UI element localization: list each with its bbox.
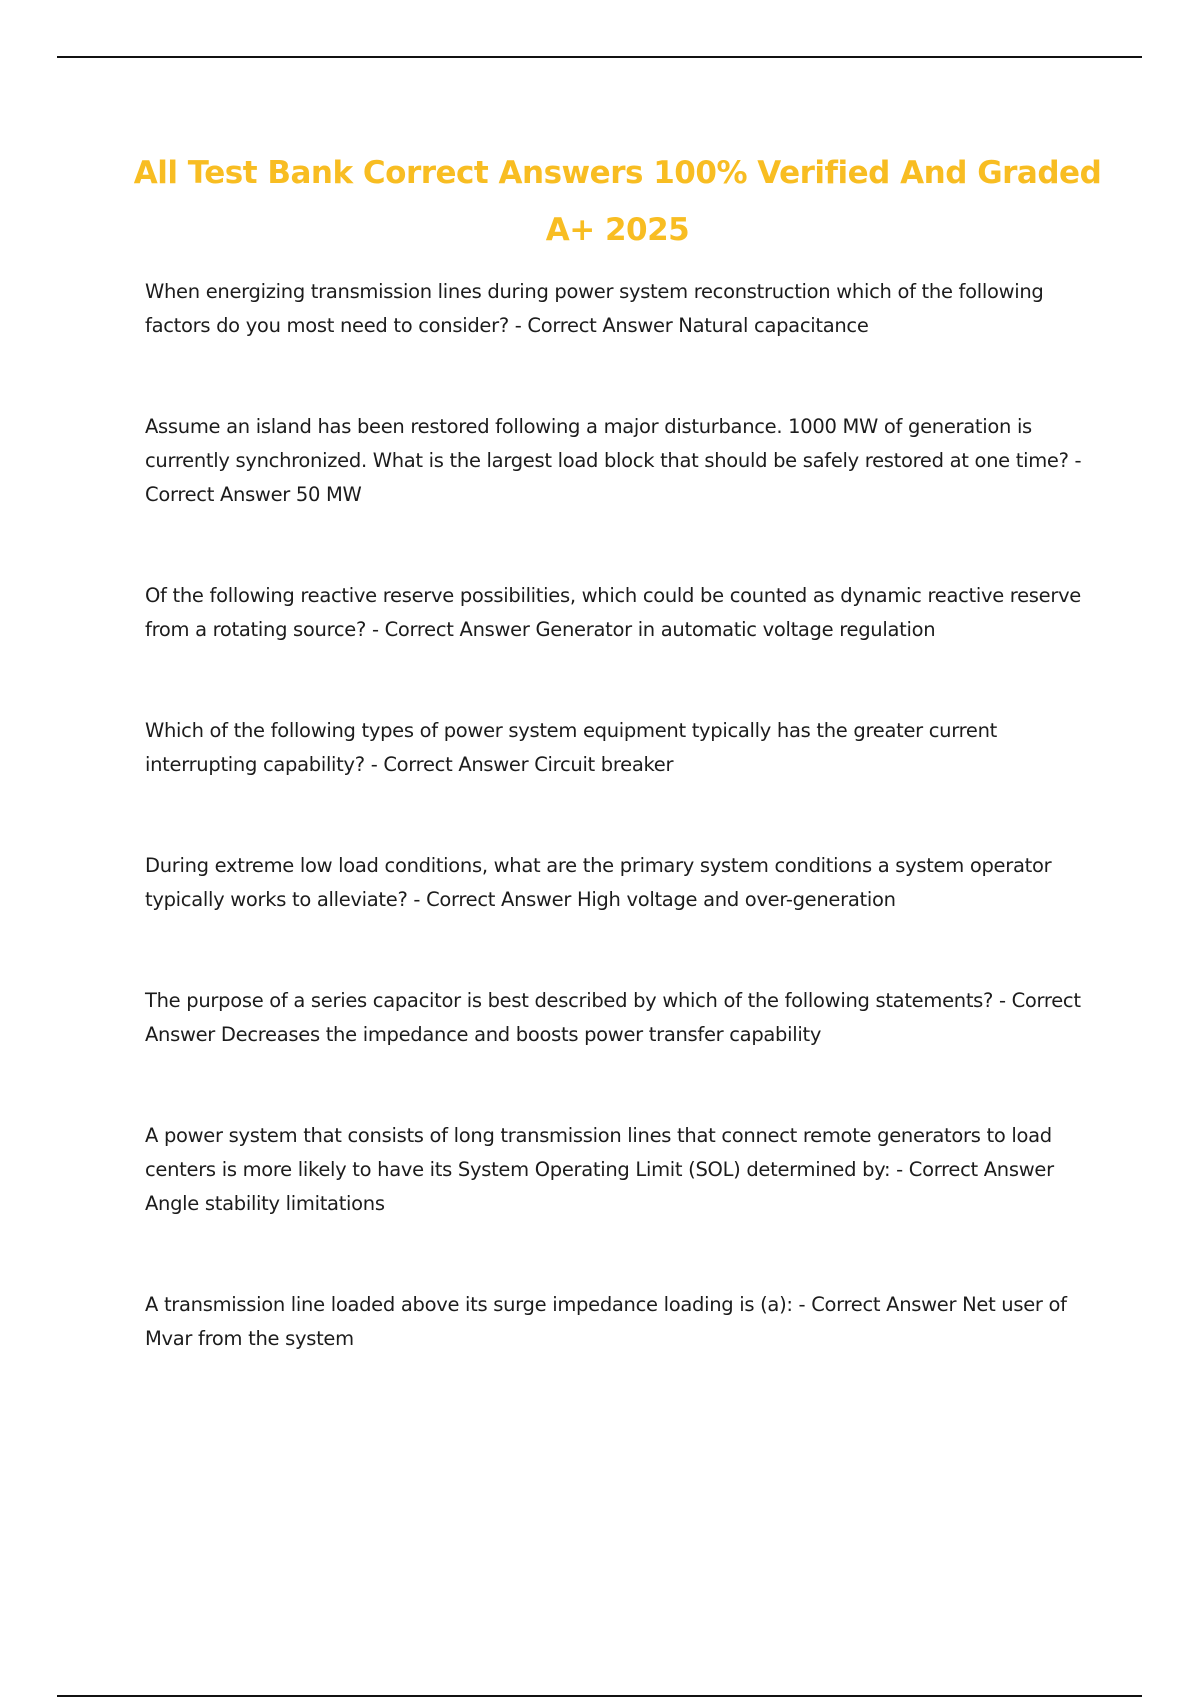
qa-item: The purpose of a series capacitor is best described by which of the following statements? - Correct Answer Decreases the impedance and boosts power transfer capability <box>145 989 1081 1046</box>
qa-item: When energizing transmission lines during power system reconstruction which of the following factors do you most need to consider? - Correct Answer Natural capacitance <box>145 280 1044 337</box>
qa-item: During extreme low load conditions, what are the primary system conditions a system operator typically works to alleviate? - Correct Answer High voltage and over-generation <box>145 854 1052 911</box>
qa-item: A power system that consists of long transmission lines that connect remote generators to load centers is more likely to have its System Operating Limit (SOL) determined by: - Correct Answer Angle stability limitations <box>145 1124 1054 1215</box>
qa-item: Assume an island has been restored following a major disturbance. 1000 MW of generation is currently synchronized. What is the largest load block that should be safely restored at one time? - Correct Answer 50 MW <box>145 415 1082 506</box>
bottom-rule <box>57 1695 1142 1697</box>
qa-item: Which of the following types of power system equipment typically has the greater current interrupting capability? - Correct Answer Circuit breaker <box>145 719 998 776</box>
question-answer-list <box>145 275 1090 1356</box>
qa-item: A transmission line loaded above its surge impedance loading is (a): - Correct Answer Net user of Mvar from the system <box>145 1293 1067 1350</box>
top-rule <box>57 56 1142 58</box>
document-title: All Test Bank Correct Answers 100% Verified And Graded A+ 2025 <box>133 155 1102 248</box>
qa-item: Of the following reactive reserve possibilities, which could be counted as dynamic reactive reserve from a rotating source? - Correct Answer Generator in automatic voltage regulation <box>145 584 1082 641</box>
